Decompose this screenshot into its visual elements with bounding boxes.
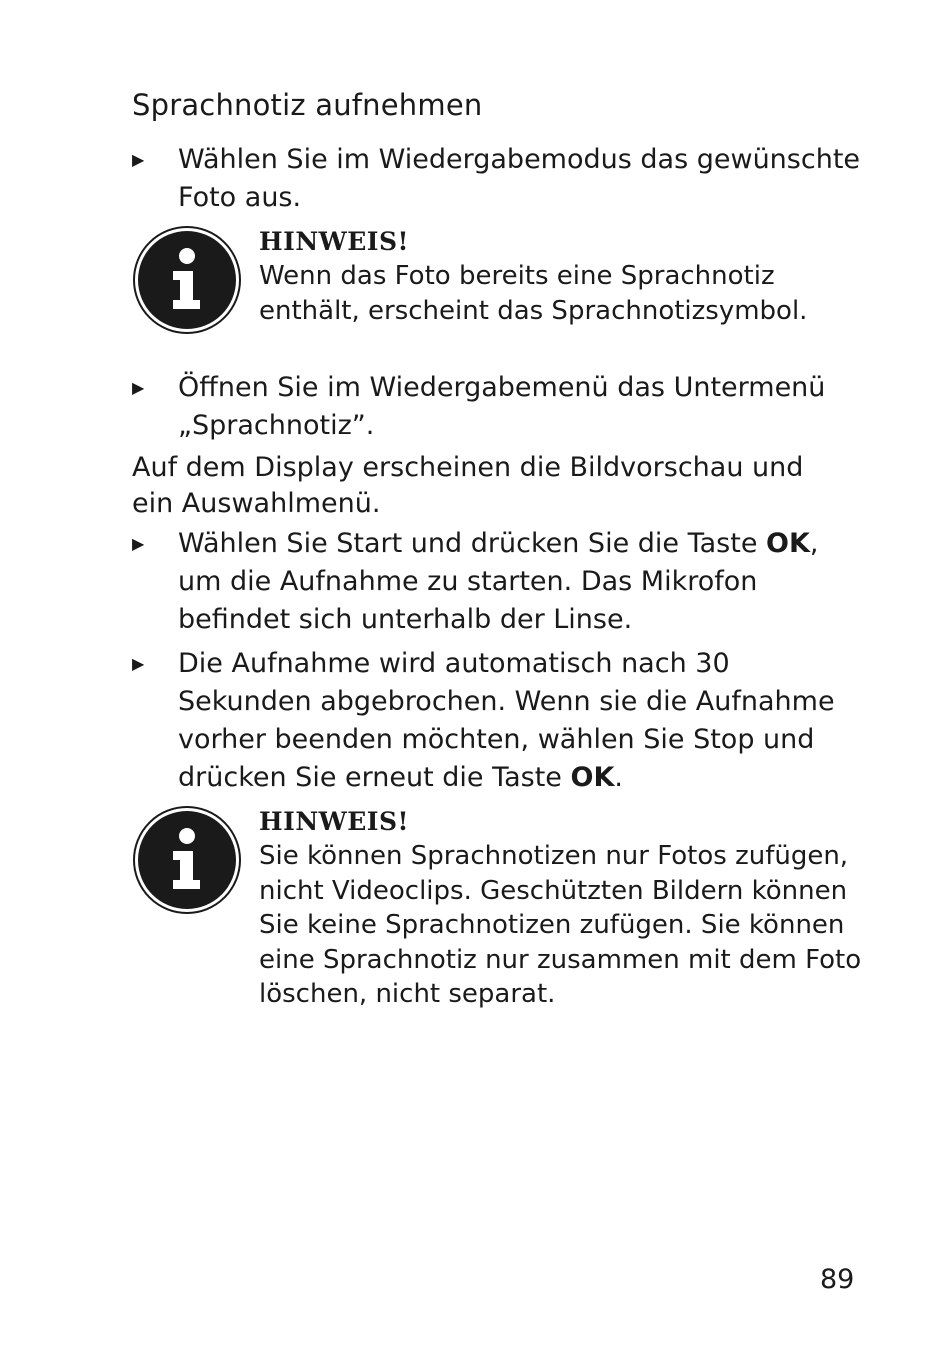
step-stop-recording: ▶ Die Aufnahme wird automatisch nach 30 Sekunden abgebrochen. Wenn sie die Aufnahme vorher beenden möchten, wählen Sie Stop und drücken Sie erneut die Taste OK. [132,645,862,797]
paragraph-display: Auf dem Display erscheinen die Bildvorschau und ein Auswahlmenü. [132,452,804,519]
step-open-submenu: ▶ Öffnen Sie im Wiedergabemenü das Untermenü „Sprachnotiz”. [132,369,862,445]
step-select-photo: ▶ Wählen Sie im Wiedergabemodus das gewünschte Foto aus. [132,141,862,217]
arrow-right-icon: ▶ [132,378,145,397]
step-start-recording: ▶ Wählen Sie Start und drücken Sie die Taste OK, um die Aufnahme zu starten. Das Mikrofon befindet sich unterhalb der Linse. [132,525,862,639]
note-text: Wenn das Foto bereits eine Sprachnotiz enthält, erscheint das Sprachnotizsymbol. [259,261,808,326]
note-label: HINWEIS! [259,807,410,836]
page-number: 89 [820,1264,855,1295]
note-box [132,805,872,1012]
note-label: HINWEIS! [259,227,410,256]
arrow-right-icon: ▶ [132,534,145,553]
info-icon [132,805,242,915]
ok-key-label: OK [766,528,810,559]
arrow-right-icon: ▶ [132,150,145,169]
section-heading: Sprachnotiz aufnehmen [132,88,483,122]
note-box [132,225,872,328]
info-icon [132,225,242,335]
ok-key-label: OK [570,762,615,793]
arrow-right-icon: ▶ [132,654,145,673]
note-text: Sie können Sprachnotizen nur Fotos zufügen, nicht Videoclips. Geschützten Bildern können Sie keine Sprachnotizen zufügen. Sie können eine Sprachnotiz nur zusammen mit dem Foto löschen, nicht separat. [259,841,862,1009]
